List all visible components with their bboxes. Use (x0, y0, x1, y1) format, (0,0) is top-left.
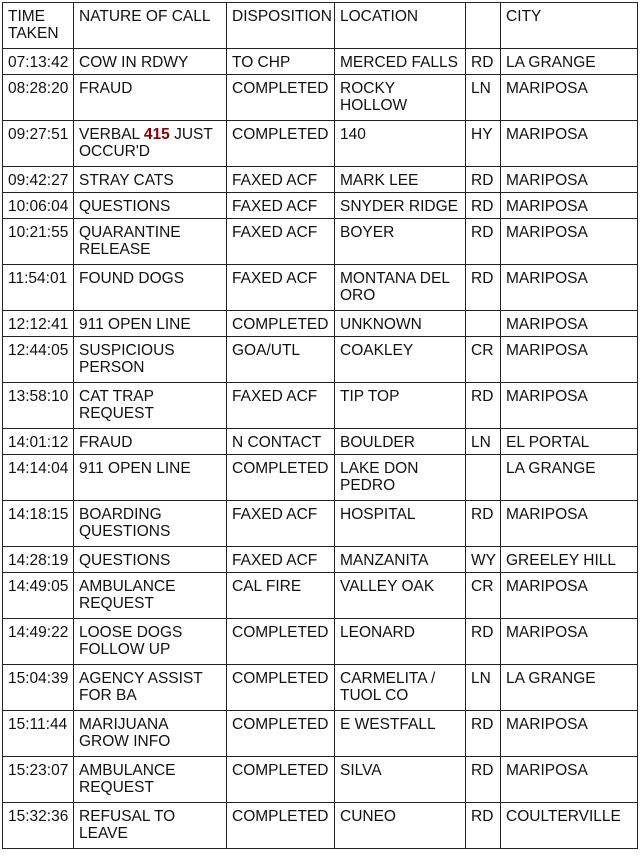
cell-location: MARK LEE (335, 167, 466, 193)
cell-disposition: COMPLETED (227, 711, 335, 757)
cell-time: 08:28:20 (3, 75, 74, 121)
header-nature-of-call: NATURE OF CALL (74, 3, 227, 49)
cell-time: 15:23:07 (3, 757, 74, 803)
cell-suffix: RD (466, 711, 501, 757)
cell-time: 09:42:27 (3, 167, 74, 193)
cell-nature: SUSPICIOUS PERSON (74, 337, 227, 383)
cell-city: LA GRANGE (501, 49, 638, 75)
cell-disposition: COMPLETED (227, 665, 335, 711)
table-row (3, 311, 638, 337)
cell-nature: COW IN RDWY (74, 49, 227, 75)
cell-suffix: RD (466, 49, 501, 75)
header-city: CITY (501, 3, 638, 49)
nature-text: JUST OCCUR'D (79, 126, 213, 160)
cell-city: MARIPOSA (501, 711, 638, 757)
cell-time: 14:49:22 (3, 619, 74, 665)
table-row (3, 383, 638, 429)
penal-code-highlight: 415 (143, 126, 170, 143)
cell-location: VALLEY OAK (335, 573, 466, 619)
cell-time: 07:13:42 (3, 49, 74, 75)
cell-nature: REFUSAL TO LEAVE (74, 803, 227, 849)
table-row (3, 757, 638, 803)
table-row (3, 219, 638, 265)
cell-city: MARIPOSA (501, 167, 638, 193)
cell-nature (74, 121, 227, 167)
cell-location: MERCED FALLS (335, 49, 466, 75)
cell-location: MANZANITA (335, 547, 466, 573)
cell-location: LAKE DON PEDRO (335, 455, 466, 501)
table-row (3, 49, 638, 75)
cell-suffix: RD (466, 383, 501, 429)
cell-suffix: HY (466, 121, 501, 167)
cell-location: 140 (335, 121, 466, 167)
cell-disposition: COMPLETED (227, 619, 335, 665)
cell-nature: MARIJUANA GROW INFO (74, 711, 227, 757)
cell-location: E WESTFALL (335, 711, 466, 757)
table-row (3, 121, 638, 167)
table-row (3, 619, 638, 665)
cell-time: 15:04:39 (3, 665, 74, 711)
cell-nature: AGENCY ASSIST FOR BA (74, 665, 227, 711)
cell-suffix: CR (466, 337, 501, 383)
cell-disposition: COMPLETED (227, 757, 335, 803)
cell-city: LA GRANGE (501, 455, 638, 501)
cell-time: 09:27:51 (3, 121, 74, 167)
cell-disposition: FAXED ACF (227, 547, 335, 573)
table-row (3, 337, 638, 383)
cell-time: 14:01:12 (3, 429, 74, 455)
table-row (3, 573, 638, 619)
cell-suffix: LN (466, 665, 501, 711)
cell-location: HOSPITAL (335, 501, 466, 547)
cell-suffix: RD (466, 803, 501, 849)
cell-location: BOULDER (335, 429, 466, 455)
cell-city: MARIPOSA (501, 501, 638, 547)
cell-suffix: RD (466, 619, 501, 665)
cell-city: MARIPOSA (501, 757, 638, 803)
cell-suffix: RD (466, 219, 501, 265)
cell-suffix: LN (466, 75, 501, 121)
cell-location: CUNEO (335, 803, 466, 849)
table-row (3, 665, 638, 711)
cell-disposition: GOA/UTL (227, 337, 335, 383)
table-row (3, 429, 638, 455)
cell-time: 13:58:10 (3, 383, 74, 429)
cell-city: MARIPOSA (501, 337, 638, 383)
cell-disposition: COMPLETED (227, 455, 335, 501)
cell-nature: CAT TRAP REQUEST (74, 383, 227, 429)
cell-disposition: FAXED ACF (227, 383, 335, 429)
cell-city: EL PORTAL (501, 429, 638, 455)
cell-nature: BOARDING QUESTIONS (74, 501, 227, 547)
table-row (3, 167, 638, 193)
cell-disposition: CAL FIRE (227, 573, 335, 619)
cell-suffix (466, 455, 501, 501)
cell-disposition: FAXED ACF (227, 167, 335, 193)
cell-disposition: COMPLETED (227, 311, 335, 337)
nature-text: VERBAL (79, 126, 144, 143)
cell-city: MARIPOSA (501, 193, 638, 219)
cell-city: MARIPOSA (501, 121, 638, 167)
cell-time: 10:21:55 (3, 219, 74, 265)
cell-time: 14:14:04 (3, 455, 74, 501)
cell-suffix: RD (466, 501, 501, 547)
cell-disposition: FAXED ACF (227, 193, 335, 219)
cell-disposition: FAXED ACF (227, 219, 335, 265)
cell-suffix: WY (466, 547, 501, 573)
table-row (3, 193, 638, 219)
cell-suffix: RD (466, 193, 501, 219)
table-row (3, 501, 638, 547)
cell-suffix: RD (466, 265, 501, 311)
cell-city: MARIPOSA (501, 75, 638, 121)
cell-location: SILVA (335, 757, 466, 803)
header-suffix (466, 3, 501, 49)
cell-time: 15:32:36 (3, 803, 74, 849)
header-row (3, 3, 638, 49)
cell-nature: FRAUD (74, 75, 227, 121)
cell-disposition: TO CHP (227, 49, 335, 75)
cell-suffix: RD (466, 167, 501, 193)
cell-suffix (466, 311, 501, 337)
cell-time: 14:28:19 (3, 547, 74, 573)
cell-city: MARIPOSA (501, 383, 638, 429)
cell-location: LEONARD (335, 619, 466, 665)
cell-nature: QUARANTINE RELEASE (74, 219, 227, 265)
header-time-taken: TIME TAKEN (3, 3, 74, 49)
cell-nature: 911 OPEN LINE (74, 311, 227, 337)
header-location: LOCATION (335, 3, 466, 49)
cell-nature: AMBULANCE REQUEST (74, 757, 227, 803)
cell-nature: QUESTIONS (74, 193, 227, 219)
cell-disposition: N CONTACT (227, 429, 335, 455)
cell-time: 10:06:04 (3, 193, 74, 219)
cell-location: BOYER (335, 219, 466, 265)
cell-disposition: COMPLETED (227, 803, 335, 849)
cell-time: 15:11:44 (3, 711, 74, 757)
cell-suffix: LN (466, 429, 501, 455)
cell-location: COAKLEY (335, 337, 466, 383)
cell-time: 11:54:01 (3, 265, 74, 311)
table-row (3, 75, 638, 121)
cell-nature: AMBULANCE REQUEST (74, 573, 227, 619)
cell-location: TIP TOP (335, 383, 466, 429)
cell-city: MARIPOSA (501, 219, 638, 265)
table-row (3, 265, 638, 311)
cell-nature: LOOSE DOGS FOLLOW UP (74, 619, 227, 665)
cell-location: CARMELITA / TUOL CO (335, 665, 466, 711)
cell-city: GREELEY HILL (501, 547, 638, 573)
cell-disposition: COMPLETED (227, 121, 335, 167)
cell-disposition: FAXED ACF (227, 501, 335, 547)
cell-suffix: CR (466, 573, 501, 619)
cell-suffix: RD (466, 757, 501, 803)
table-row (3, 455, 638, 501)
cell-nature: QUESTIONS (74, 547, 227, 573)
cell-city: MARIPOSA (501, 573, 638, 619)
cell-nature: 911 OPEN LINE (74, 455, 227, 501)
cell-time: 12:12:41 (3, 311, 74, 337)
cell-location: MONTANA DEL ORO (335, 265, 466, 311)
cell-time: 14:18:15 (3, 501, 74, 547)
cell-disposition: FAXED ACF (227, 265, 335, 311)
cell-nature: FOUND DOGS (74, 265, 227, 311)
cell-time: 14:49:05 (3, 573, 74, 619)
cell-location: SNYDER RIDGE (335, 193, 466, 219)
cell-city: COULTERVILLE (501, 803, 638, 849)
cell-location: UNKNOWN (335, 311, 466, 337)
cell-city: LA GRANGE (501, 665, 638, 711)
cell-city: MARIPOSA (501, 619, 638, 665)
cell-nature: FRAUD (74, 429, 227, 455)
cell-nature: STRAY CATS (74, 167, 227, 193)
cell-disposition: COMPLETED (227, 75, 335, 121)
cell-location: ROCKY HOLLOW (335, 75, 466, 121)
call-log-table (2, 2, 638, 849)
cell-time: 12:44:05 (3, 337, 74, 383)
table-row (3, 803, 638, 849)
table-row (3, 547, 638, 573)
table-row (3, 711, 638, 757)
cell-city: MARIPOSA (501, 311, 638, 337)
cell-city: MARIPOSA (501, 265, 638, 311)
header-disposition: DISPOSITION (227, 3, 335, 49)
